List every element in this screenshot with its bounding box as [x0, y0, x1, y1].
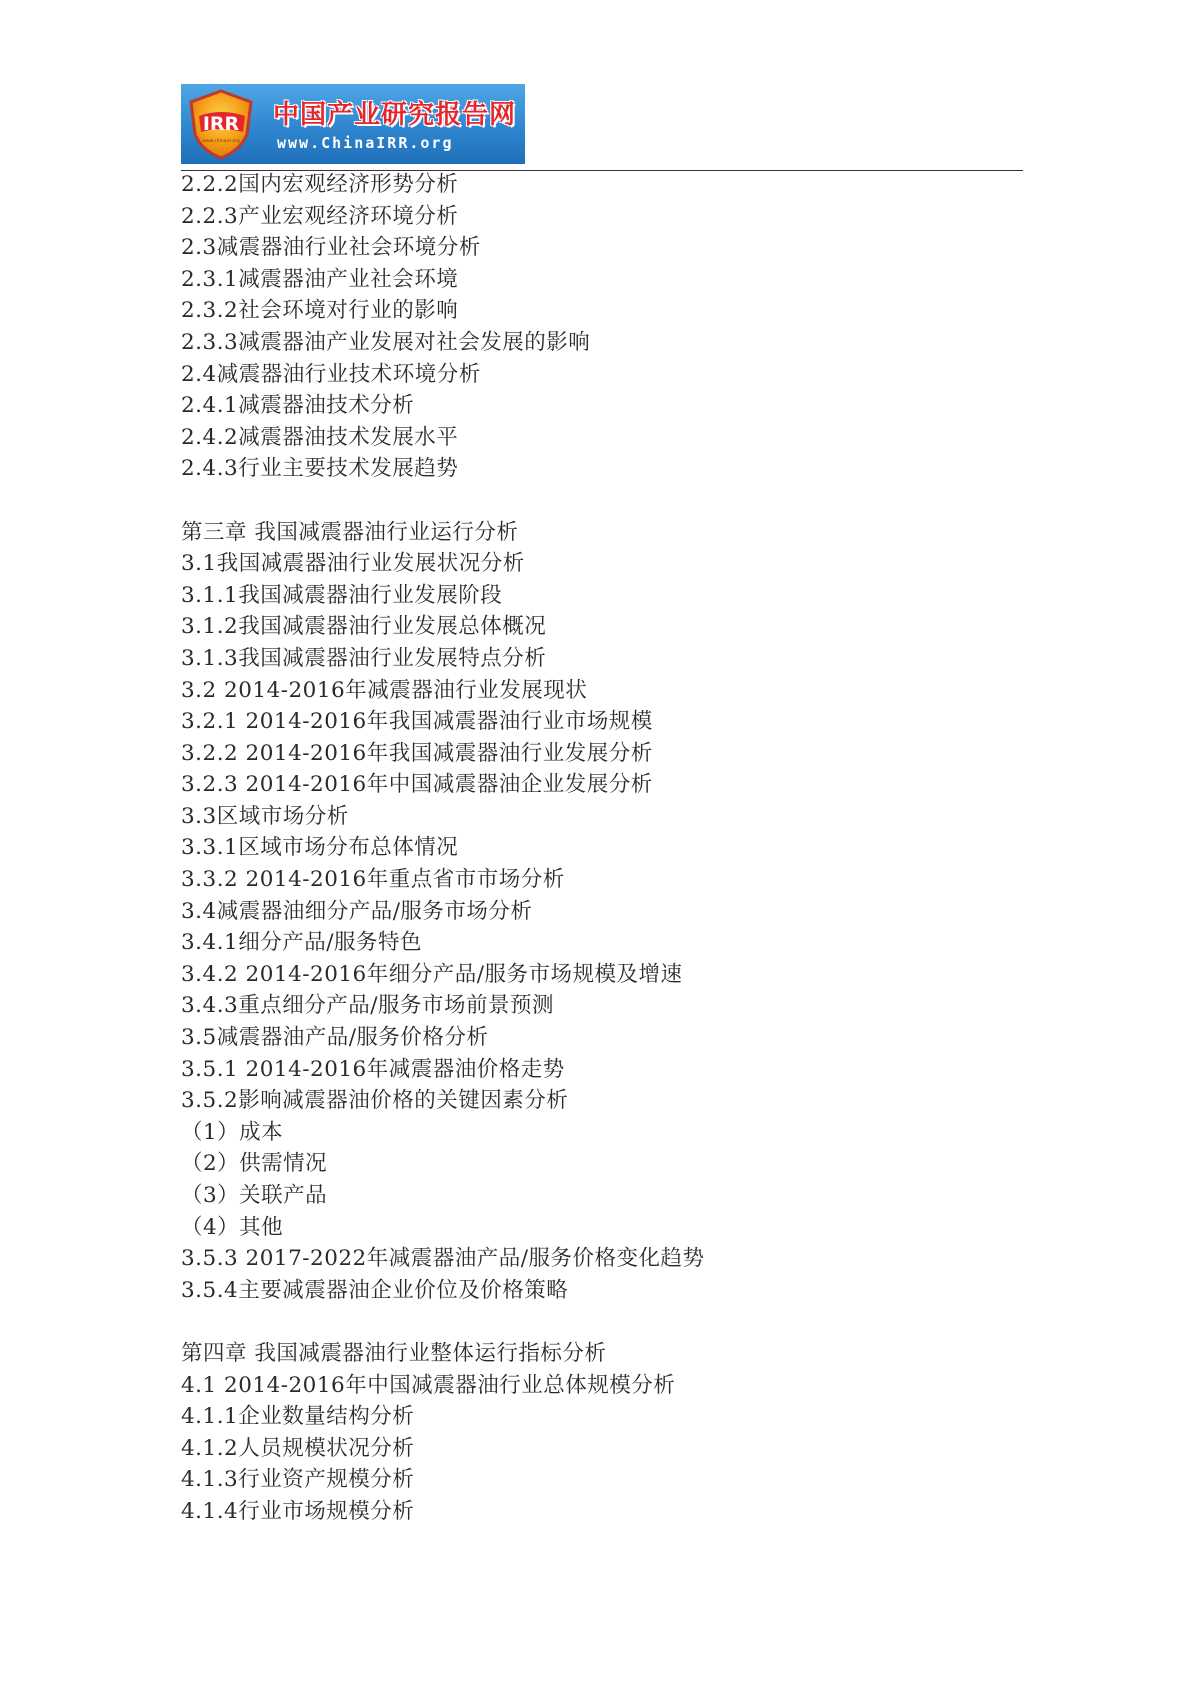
- toc-entry: 3.3.1区域市场分布总体情况: [181, 835, 459, 861]
- chapter-heading: 第三章 我国减震器油行业运行分析: [181, 519, 519, 545]
- table-of-contents: [181, 169, 1001, 1528]
- site-url: www.ChinaIRR.org: [277, 134, 454, 152]
- toc-entry: 2.2.2国内宏观经济形势分析: [181, 172, 459, 197]
- toc-entry: 3.4减震器油细分产品/服务市场分析: [181, 898, 533, 924]
- toc-entry: 2.4减震器油行业技术环境分析: [181, 361, 481, 387]
- toc-entry: 3.2.1 2014-2016年我国减震器油行业市场规模: [181, 709, 653, 735]
- toc-entry: 3.3.2 2014-2016年重点省市市场分析: [181, 867, 565, 893]
- toc-entry: 3.2.2 2014-2016年我国减震器油行业发展分析: [181, 740, 653, 766]
- toc-entry: 4.1.3行业资产规模分析: [181, 1467, 415, 1493]
- toc-entry: 2.3减震器油行业社会环境分析: [181, 235, 481, 261]
- site-name: 中国产业研究报告网: [273, 100, 517, 130]
- toc-entry: 3.5.4主要减震器油企业价位及价格策略: [181, 1277, 569, 1303]
- page-header: [181, 84, 1029, 174]
- toc-entry: 4.1.2人员规模状况分析: [181, 1435, 415, 1461]
- toc-entry: 3.5减震器油产品/服务价格分析: [181, 1025, 489, 1051]
- svg-text:www.chinairr.org: www.chinairr.org: [202, 139, 240, 144]
- toc-entry: 2.4.2减震器油技术发展水平: [181, 424, 459, 450]
- toc-entry: （4）其他: [181, 1214, 284, 1240]
- toc-entry: 3.2.3 2014-2016年中国减震器油企业发展分析: [181, 772, 653, 798]
- chinairr-logo: [181, 84, 525, 164]
- toc-entry: 2.2.3产业宏观经济环境分析: [181, 203, 459, 229]
- toc-entry: 3.5.2影响减震器油价格的关键因素分析: [181, 1088, 569, 1114]
- toc-entry: 2.3.3减震器油产业发展对社会发展的影响: [181, 329, 591, 355]
- toc-entry: （3）关联产品: [181, 1183, 328, 1208]
- toc-entry: 2.4.1减震器油技术分析: [181, 393, 415, 419]
- toc-entry: 2.3.1减震器油产业社会环境: [181, 266, 459, 292]
- toc-entry: 3.2 2014-2016年减震器油行业发展现状: [181, 677, 588, 703]
- toc-entry: 3.1.2我国减震器油行业发展总体概况: [181, 614, 547, 640]
- toc-entry: 3.1.1我国减震器油行业发展阶段: [181, 582, 503, 608]
- toc-entry: 2.3.2社会环境对行业的影响: [181, 298, 459, 324]
- toc-entry: 4.1.1企业数量结构分析: [181, 1404, 415, 1430]
- toc-entry: 3.4.3重点细分产品/服务市场前景预测: [181, 993, 554, 1019]
- irr-shield-icon: [185, 88, 257, 160]
- toc-entry: （1）成本: [181, 1119, 284, 1145]
- toc-entry: 4.1.4行业市场规模分析: [181, 1498, 415, 1524]
- toc-entry: 3.4.1细分产品/服务特色: [181, 930, 422, 956]
- toc-entry: 3.1我国减震器油行业发展状况分析: [181, 551, 525, 577]
- chapter-heading: 第四章 我国减震器油行业整体运行指标分析: [181, 1340, 607, 1366]
- toc-entry: （2）供需情况: [181, 1151, 328, 1177]
- toc-entry: 3.5.1 2014-2016年减震器油价格走势: [181, 1056, 565, 1082]
- toc-entry: 3.4.2 2014-2016年细分产品/服务市场规模及增速: [181, 961, 683, 987]
- svg-text:IRR: IRR: [202, 113, 240, 135]
- toc-entry: 3.3区域市场分析: [181, 803, 349, 829]
- toc-entry: 3.5.3 2017-2022年减震器油产品/服务价格变化趋势: [181, 1246, 705, 1272]
- toc-entry: 2.4.3行业主要技术发展趋势: [181, 456, 459, 482]
- toc-entry: 4.1 2014-2016年中国减震器油行业总体规模分析: [181, 1372, 676, 1398]
- toc-entry: 3.1.3我国减震器油行业发展特点分析: [181, 645, 547, 671]
